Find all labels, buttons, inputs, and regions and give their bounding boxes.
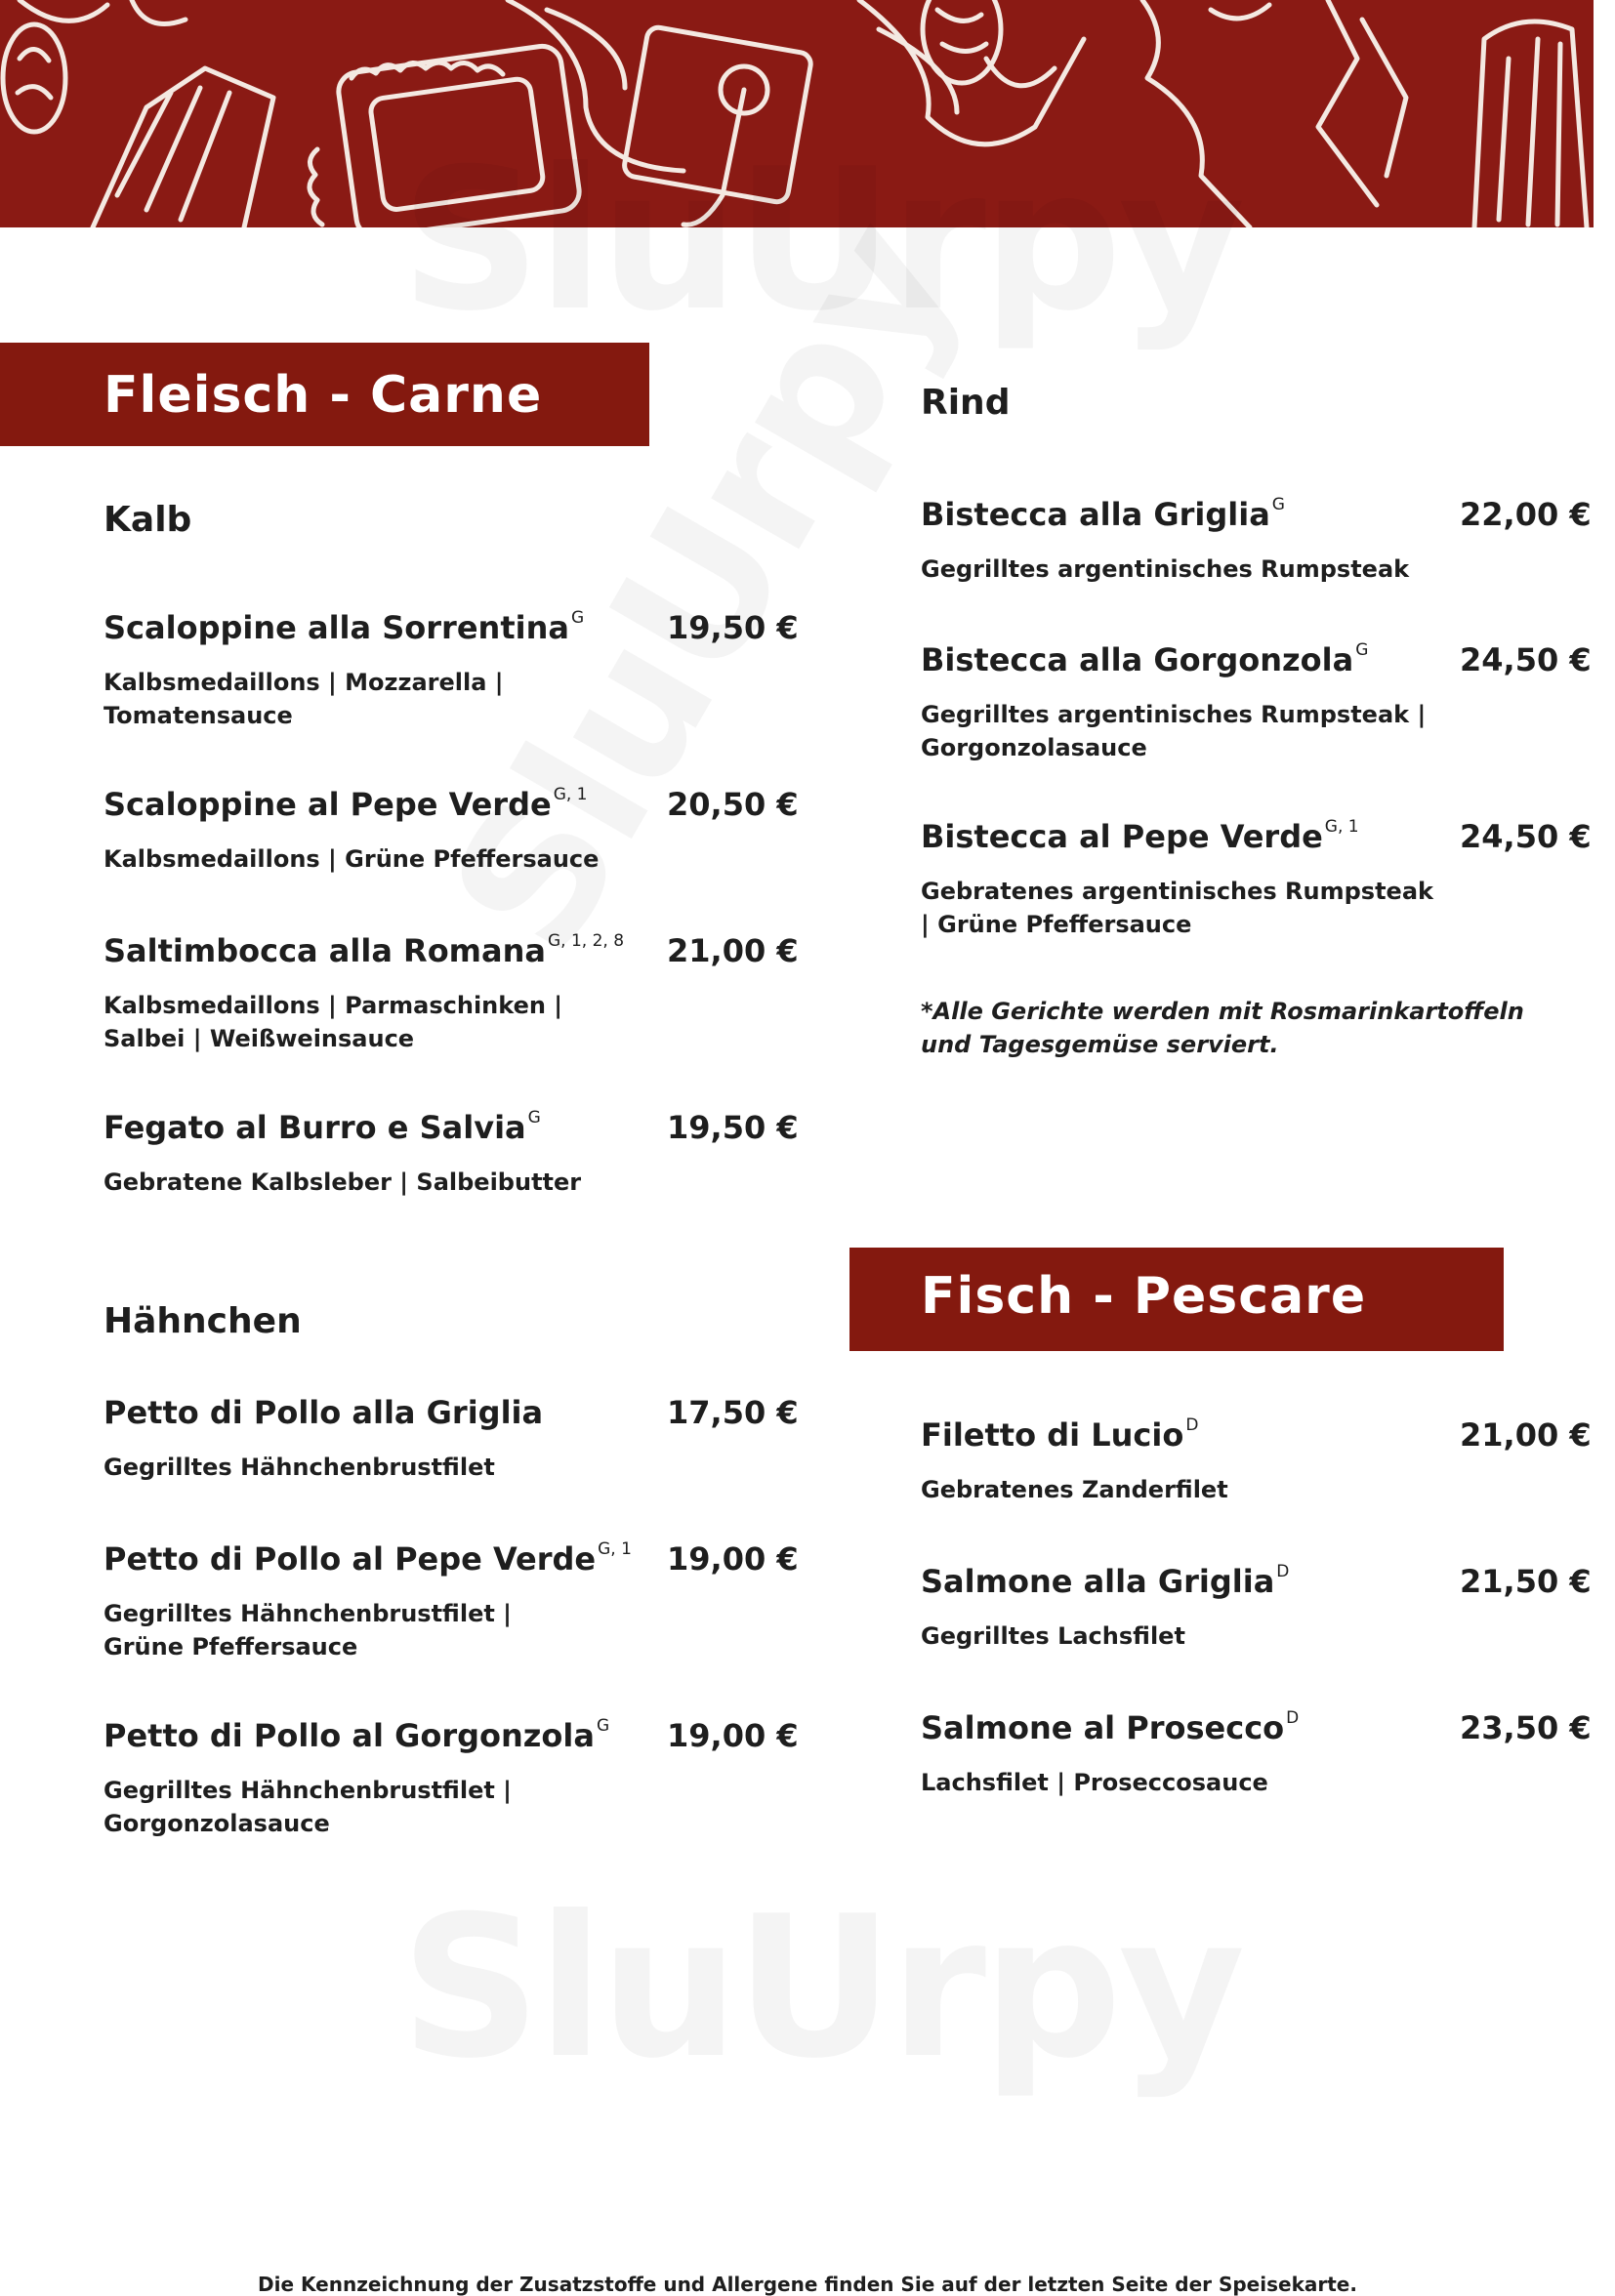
pasta-illustration-banner <box>0 0 1615 227</box>
dish-price: 20,50 € <box>667 786 799 823</box>
menu-item <box>921 496 1468 586</box>
menu-item <box>921 1563 1468 1653</box>
allergen-codes: D <box>1185 1415 1199 1436</box>
dish-description: Gegrilltes Hähnchenbrustfilet | Gorgonzolasauce <box>104 1777 512 1837</box>
dish-description: Kalbsmedaillons | Grüne Pfeffersauce <box>104 845 600 873</box>
menu-item <box>921 1416 1468 1506</box>
dish-description: Kalbsmedaillons | Parmaschinken | Salbei | Weißweinsauce <box>104 992 563 1052</box>
dish-description: Gegrilltes Lachsfilet <box>921 1622 1185 1650</box>
dish-description: Gebratenes argentinisches Rumpsteak | Grüne Pfeffersauce <box>921 878 1433 938</box>
allergen-codes: G <box>596 1716 610 1737</box>
meat-section-header <box>0 343 649 446</box>
dish-description: Gebratenes Zanderfilet <box>921 1476 1228 1503</box>
menu-item <box>104 932 650 1055</box>
dish-price: 24,50 € <box>1460 641 1592 678</box>
pasta-illustration <box>0 0 1615 227</box>
allergen-codes: G, 1 <box>1324 817 1359 838</box>
dish-description: Gegrilltes Hähnchenbrustfilet | Grüne Pfeffersauce <box>104 1600 512 1660</box>
dish-name: Petto di Pollo alla Griglia <box>104 1394 544 1431</box>
dish-price: 19,50 € <box>667 609 799 646</box>
menu-item <box>104 1394 650 1484</box>
menu-item <box>921 818 1468 941</box>
fish-section-title: Fisch - Pescare <box>921 1267 1367 1326</box>
dish-name: Petto di Pollo al Gorgonzola $^G$ <box>104 1716 610 1754</box>
dish-name: Fegato al Burro e Salvia $^G$ <box>104 1108 541 1146</box>
dish-price: 21,00 € <box>667 932 799 969</box>
beef-heading: Rind <box>921 383 1011 423</box>
allergen-codes: G, 1 <box>598 1539 632 1560</box>
chicken-heading: Hähnchen <box>104 1301 302 1341</box>
allergen-codes: G, 1 <box>553 785 588 805</box>
meat-section-title: Fleisch - Carne <box>104 366 543 425</box>
veal-heading: Kalb <box>104 500 192 540</box>
dish-price: 17,50 € <box>667 1394 799 1431</box>
dish-description: Gegrilltes argentinisches Rumpsteak <box>921 555 1410 583</box>
dish-name: Salmone al Prosecco $^D$ <box>921 1708 1300 1746</box>
dish-price: 19,50 € <box>667 1109 799 1146</box>
watermark-bottom <box>400 1874 1242 2102</box>
dish-description: Gebratene Kalbsleber | Salbeibutter <box>104 1168 582 1196</box>
page-margin <box>1594 0 1615 2283</box>
menu-item <box>104 1540 650 1663</box>
allergen-footnote: Die Kennzeichnung der Zusatzstoffe und Allergene finden Sie auf der letzten Seite der Speisekarte. <box>258 2273 1357 2296</box>
dish-name: Bistecca alla Gorgonzola $^G$ <box>921 640 1369 678</box>
menu-item <box>104 609 650 732</box>
menu-item <box>104 1109 650 1199</box>
dish-name: Saltimbocca alla Romana $^{G, 1, 2, 8}$ <box>104 931 625 969</box>
dish-price: 19,00 € <box>667 1717 799 1754</box>
dish-name: Filetto di Lucio $^D$ <box>921 1415 1199 1454</box>
dish-price: 19,00 € <box>667 1540 799 1578</box>
dish-price: 22,00 € <box>1460 496 1592 533</box>
dish-description: Gegrilltes argentinisches Rumpsteak | Gorgonzolasauce <box>921 701 1427 761</box>
dish-name: Petto di Pollo al Pepe Verde $^{G, 1}$ <box>104 1539 632 1578</box>
dish-name: Scaloppine al Pepe Verde $^{G, 1}$ <box>104 785 588 823</box>
allergen-codes: G <box>527 1108 541 1128</box>
allergen-codes: G <box>570 608 585 629</box>
allergen-codes: G <box>1271 495 1285 515</box>
dish-description: Gegrilltes Hähnchenbrustfilet <box>104 1454 495 1481</box>
allergen-codes: D <box>1286 1708 1300 1729</box>
dish-name: Bistecca alla Griglia $^G$ <box>921 495 1285 533</box>
dish-name: Scaloppine alla Sorrentina $^G$ <box>104 608 585 646</box>
fish-section-header <box>849 1248 1504 1351</box>
dish-name: Bistecca al Pepe Verde $^{G, 1}$ <box>921 817 1359 855</box>
side-dish-note: *Alle Gerichte werden mit Rosmarinkartoffeln und Tagesgemüse serviert. <box>921 998 1524 1058</box>
dish-description: Lachsfilet | Proseccosauce <box>921 1769 1268 1796</box>
menu-item <box>921 1709 1468 1799</box>
dish-price: 24,50 € <box>1460 818 1592 855</box>
dish-name: Salmone alla Griglia $^D$ <box>921 1562 1290 1600</box>
dish-price: 21,50 € <box>1460 1563 1592 1600</box>
dish-description: Kalbsmedaillons | Mozzarella | Tomatensauce <box>104 669 504 729</box>
menu-item <box>921 641 1468 764</box>
dish-price: 21,00 € <box>1460 1416 1592 1454</box>
allergen-codes: D <box>1276 1562 1290 1582</box>
dish-price: 23,50 € <box>1460 1709 1592 1746</box>
menu-item <box>104 1717 650 1840</box>
allergen-codes: G <box>1355 640 1369 661</box>
allergen-codes: G, 1, 2, 8 <box>547 931 625 952</box>
menu-item <box>104 786 650 876</box>
